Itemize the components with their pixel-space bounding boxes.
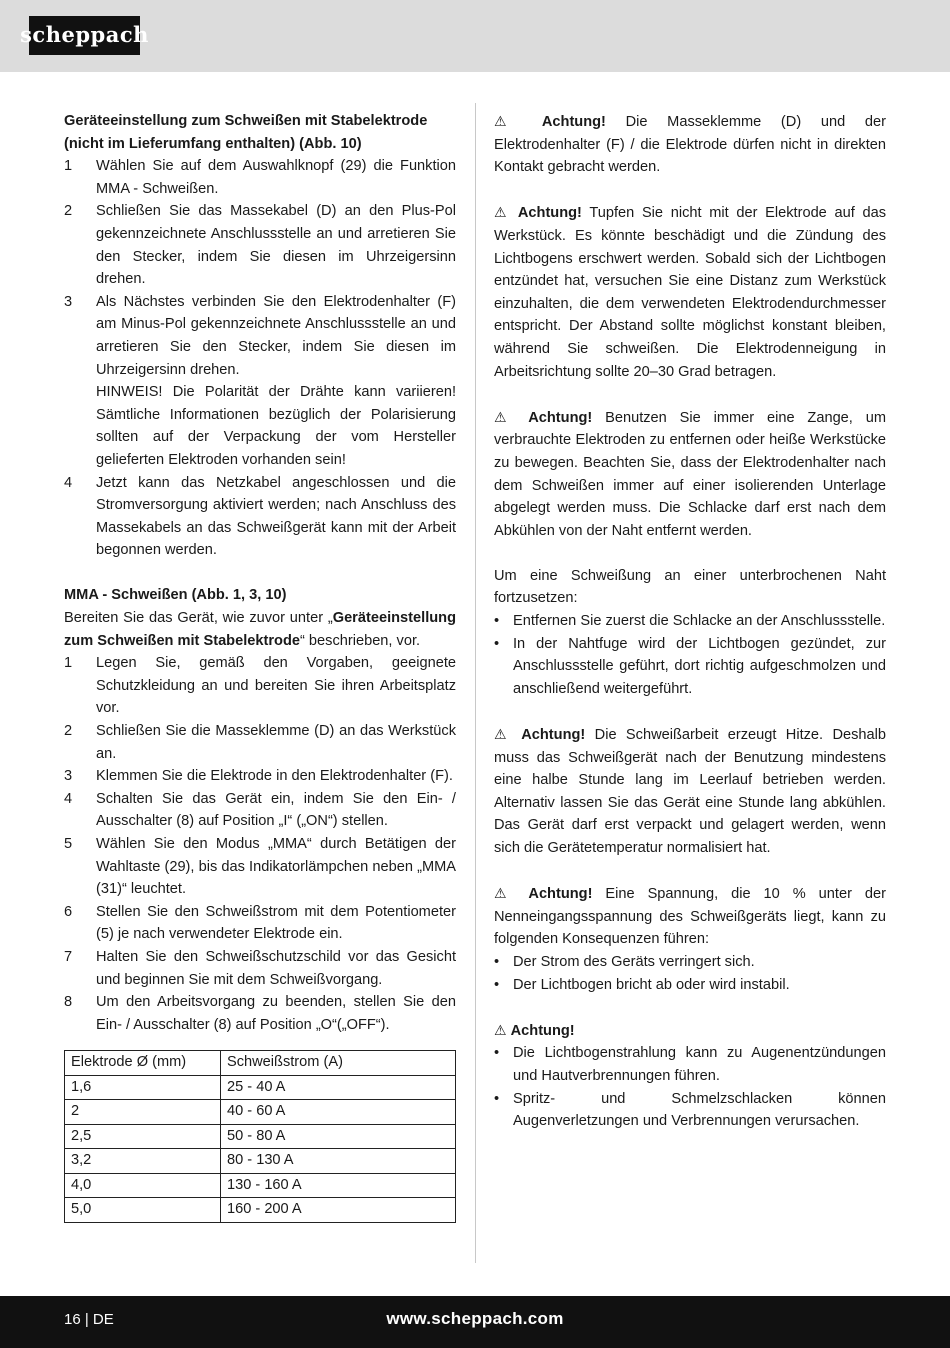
left-column: [64, 110, 456, 1223]
step-text: Klemmen Sie die Elektrode in den Elektrodenhalter (F).: [96, 768, 453, 785]
table-cell: 5,0: [65, 1198, 221, 1223]
warning-paragraph: [494, 882, 886, 951]
table-header-cell: Elektrode Ø (mm): [65, 1051, 221, 1076]
warning-text: Benutzen Sie immer eine Zange, um verbrauchte Elektroden zu entfernen oder heiße Werkstücke zu bewegen. Beachten Sie, dass der Elektrodenhalter nach dem Schweißen immer auf einer isolierenden Unterlage abgelegt werden muss. Die Schlacke darf erst nach dem Abkühlen von der Naht entfernt werden.: [494, 409, 886, 539]
warning-label: Achtung!: [521, 727, 586, 744]
table-header-cell: Schweißstrom (A): [221, 1051, 456, 1076]
warning-label: Achtung!: [528, 886, 593, 903]
bullet-text: Spritz- und Schmelzschlacken können Augenverletzungen und Verbrennungen verursachen.: [513, 1090, 886, 1130]
warning-icon: ⚠: [494, 726, 512, 743]
mma-intro-text: Bereiten Sie das Gerät, wie zuvor unter „: [64, 610, 333, 627]
warning-icon: ⚠: [494, 408, 516, 425]
step-text: Wählen Sie den Modus „MMA“ durch Betätigen der Wahltaste (29), bis das Indikatorlämpchen neben „MMA (31)“ leuchtet.: [96, 836, 456, 898]
continue-bullet-list: [494, 610, 886, 700]
table-row: [65, 1149, 456, 1174]
warning-icon: ⚠: [494, 1021, 507, 1038]
list-item: [64, 765, 456, 788]
step-text: Jetzt kann das Netzkabel angeschlossen und die Stromversorgung aktiviert werden; nach Anschluss des Massekabels an das Schweißgerät kann mit der Arbeit begonnen werden.: [96, 474, 456, 559]
page-number: 16 | DE: [64, 1311, 114, 1328]
bullet-icon: •: [494, 976, 500, 993]
warning-paragraph: [494, 723, 886, 860]
table-cell: 80 - 130 A: [221, 1149, 456, 1174]
step-text: Halten Sie den Schweißschutzschild vor das Gesicht und beginnen Sie mit dem Schweißvorgang.: [96, 948, 456, 988]
step-number: 7: [64, 948, 73, 965]
list-item: [494, 1088, 886, 1133]
step-number: 6: [64, 903, 73, 920]
list-item: [64, 155, 456, 200]
bullet-icon: •: [494, 635, 500, 652]
bullet-text: Die Lichtbogenstrahlung kann zu Augenentzündungen und Hautverbrennungen führen.: [513, 1045, 886, 1084]
warning-text: Die Schweißarbeit erzeugt Hitze. Deshalb muss das Schweißgerät nach der Benutzung mindestens eine halbe Stunde lang im Leerlauf betrieben werden. Alternativ lassen Sie das Gerät eine Stunde lang abkühlen. Das Gerät darf erst verpackt und gelagert werden, wenn sich die Gerätetemperatur normalisiert hat.: [494, 727, 886, 856]
header-band: [0, 0, 950, 72]
warning-label: Achtung!: [517, 205, 582, 222]
warning-icon: ⚠: [494, 113, 523, 129]
list-item: [64, 652, 456, 720]
list-item: [64, 472, 456, 562]
footer-bar: [0, 1296, 950, 1348]
bullet-icon: •: [494, 1045, 500, 1062]
step-text: Schließen Sie das Massekabel (D) an den Plus-Pol gekennzeichnete Anschlussstelle an und arretieren Sie den Stecker, indem Sie diesen im Uhrzeigersinn drehen.: [96, 203, 456, 288]
step-number: 4: [64, 790, 73, 807]
warning-paragraph: [494, 1019, 886, 1043]
warning-icon: ⚠: [494, 885, 516, 902]
list-item: [494, 1042, 886, 1087]
column-divider: [475, 103, 476, 1263]
warning-label: Achtung!: [528, 409, 593, 426]
list-item: [494, 974, 886, 997]
table-cell: 2: [65, 1100, 221, 1125]
mma-intro-text: “ beschrieben, vor.: [300, 632, 421, 649]
step-text: Schließen Sie die Masseklemme (D) an das Werkstück an.: [96, 723, 456, 762]
mma-intro: [64, 607, 456, 652]
table-cell: 3,2: [65, 1149, 221, 1174]
step-number: 3: [64, 293, 73, 310]
right-column: [494, 110, 886, 1133]
list-item: [64, 901, 456, 946]
bullet-text: Der Strom des Geräts verringert sich.: [513, 953, 755, 970]
step-number: 8: [64, 994, 73, 1011]
mma-steps-list: [64, 652, 456, 1036]
step-text: Schalten Sie das Gerät ein, indem Sie den Ein- / Ausschalter (8) auf Position „I“ („ON“) stellen.: [96, 790, 456, 830]
setup-steps-list: [64, 155, 456, 562]
bullet-icon: •: [494, 613, 500, 630]
list-item: [494, 610, 886, 633]
warning-text: Die Masseklemme (D) und der Elektrodenhalter (F) / die Elektrode dürfen nicht in direkten Kontakt gebracht werden.: [494, 114, 886, 176]
list-item: [64, 833, 456, 901]
electrode-current-table: [64, 1050, 456, 1223]
table-cell: 25 - 40 A: [221, 1075, 456, 1100]
warning-label: Achtung!: [510, 1022, 575, 1039]
table-row: [65, 1198, 456, 1223]
warning-text: Tupfen Sie nicht mit der Elektrode auf das Werkstück. Es könnte beschädigt und die Zündung des Lichtbogens erschwert werden. Sobald sich der Lichtbogen entzündet hat, versuchen Sie eine Distanz zum Werkstück einzuhalten, die dem verwendeten Elektrodendurchmesser entspricht. Der Abstand sollte möglichst konstant bleiben, während Sie schweißen. Die Elektrodenneigung in Arbeitsrichtung sollte 20–30 Grad betragen.: [494, 205, 886, 380]
warning-paragraph: [494, 406, 886, 543]
step-text: Wählen Sie auf dem Auswahlknopf (29) die Funktion MMA - Schweißen.: [96, 158, 456, 197]
step-number: 3: [64, 768, 73, 785]
continue-intro: Um eine Schweißung an einer unterbrochenen Naht fortzusetzen:: [494, 567, 886, 607]
table-cell: 130 - 160 A: [221, 1173, 456, 1198]
table-cell: 2,5: [65, 1124, 221, 1149]
step-text: Legen Sie, gemäß den Vorgaben, geeignete Schutzkleidung an und bereiten Sie ihren Arbeitsplatz vor.: [96, 655, 456, 717]
list-item: [64, 788, 456, 833]
voltage-bullet-list: [494, 951, 886, 996]
table-cell: 160 - 200 A: [221, 1198, 456, 1223]
table-row: [65, 1075, 456, 1100]
warning-text: Eine Spannung, die 10 % unter der Nenneingangsspannung des Schweißgeräts liegt, kann zu folgenden Konsequenzen führen:: [494, 886, 886, 948]
warning-label: Achtung!: [541, 114, 606, 130]
table-cell: 50 - 80 A: [221, 1124, 456, 1149]
table-header-row: [65, 1051, 456, 1076]
list-item: [64, 720, 456, 765]
mma-intro-reference: Geräteeinstellung zum Schweißen mit Stabelektrode: [64, 610, 456, 649]
table-cell: 4,0: [65, 1173, 221, 1198]
warning-paragraph: [494, 201, 886, 383]
website-link[interactable]: www.scheppach.com: [386, 1309, 564, 1328]
step-text: Als Nächstes verbinden Sie den Elektrodenhalter (F) am Minus-Pol gekennzeichnete Anschlussstelle an und arretieren Sie den Stecker, indem Sie diesen im Uhrzeigersinn drehen.: [96, 293, 456, 378]
step-number: 1: [64, 158, 73, 175]
list-item: [64, 200, 456, 290]
list-item: [494, 633, 886, 701]
table-cell: 40 - 60 A: [221, 1100, 456, 1125]
bullet-text: Der Lichtbogen bricht ab oder wird instabil.: [513, 976, 790, 993]
warning-icon: ⚠: [494, 204, 511, 221]
warning-paragraph: [494, 110, 886, 179]
radiation-bullet-list: [494, 1042, 886, 1132]
step-text: Um den Arbeitsvorgang zu beenden, stellen Sie den Ein- / Ausschalter (8) auf Position „O“(„OFF“).: [96, 994, 456, 1033]
table-row: [65, 1124, 456, 1149]
step-number: 1: [64, 655, 73, 672]
step-number: 2: [64, 723, 73, 740]
table-row: [65, 1100, 456, 1125]
mma-heading: MMA - Schweißen (Abb. 1, 3, 10): [64, 587, 287, 604]
list-item: [64, 991, 456, 1036]
setup-heading: Geräteeinstellung zum Schweißen mit Stabelektrode (nicht im Lieferumfang enthalten) (Abb. 10): [64, 113, 428, 152]
list-item: [494, 951, 886, 974]
step-text: Stellen Sie den Schweißstrom mit dem Potentiometer (5) je nach verwendeter Elektrode ein.: [96, 903, 456, 943]
step-number: 5: [64, 836, 73, 852]
list-item: [64, 291, 456, 472]
list-item: [64, 946, 456, 991]
bullet-icon: •: [494, 953, 500, 970]
table-cell: 1,6: [65, 1075, 221, 1100]
bullet-icon: •: [494, 1090, 500, 1107]
scheppach-logo: scheppach: [29, 16, 140, 55]
bullet-text: In der Nahtfuge wird der Lichtbogen gezündet, zur Anschlussstelle geführt, dort richtig aufgeschmolzen und anschließend weitergeführt.: [513, 635, 886, 697]
bullet-text: Entfernen Sie zuerst die Schlacke an der Anschlussstelle.: [513, 613, 886, 630]
step-number: 4: [64, 474, 73, 491]
step-number: 2: [64, 203, 73, 220]
polarity-note: HINWEIS! Die Polarität der Drähte kann variieren! Sämtliche Informationen bezüglich der Polarisierung sollten auf der Verpackung der vom Hersteller gelieferten Elektroden vorhanden sein!: [96, 384, 456, 468]
table-row: [65, 1173, 456, 1198]
